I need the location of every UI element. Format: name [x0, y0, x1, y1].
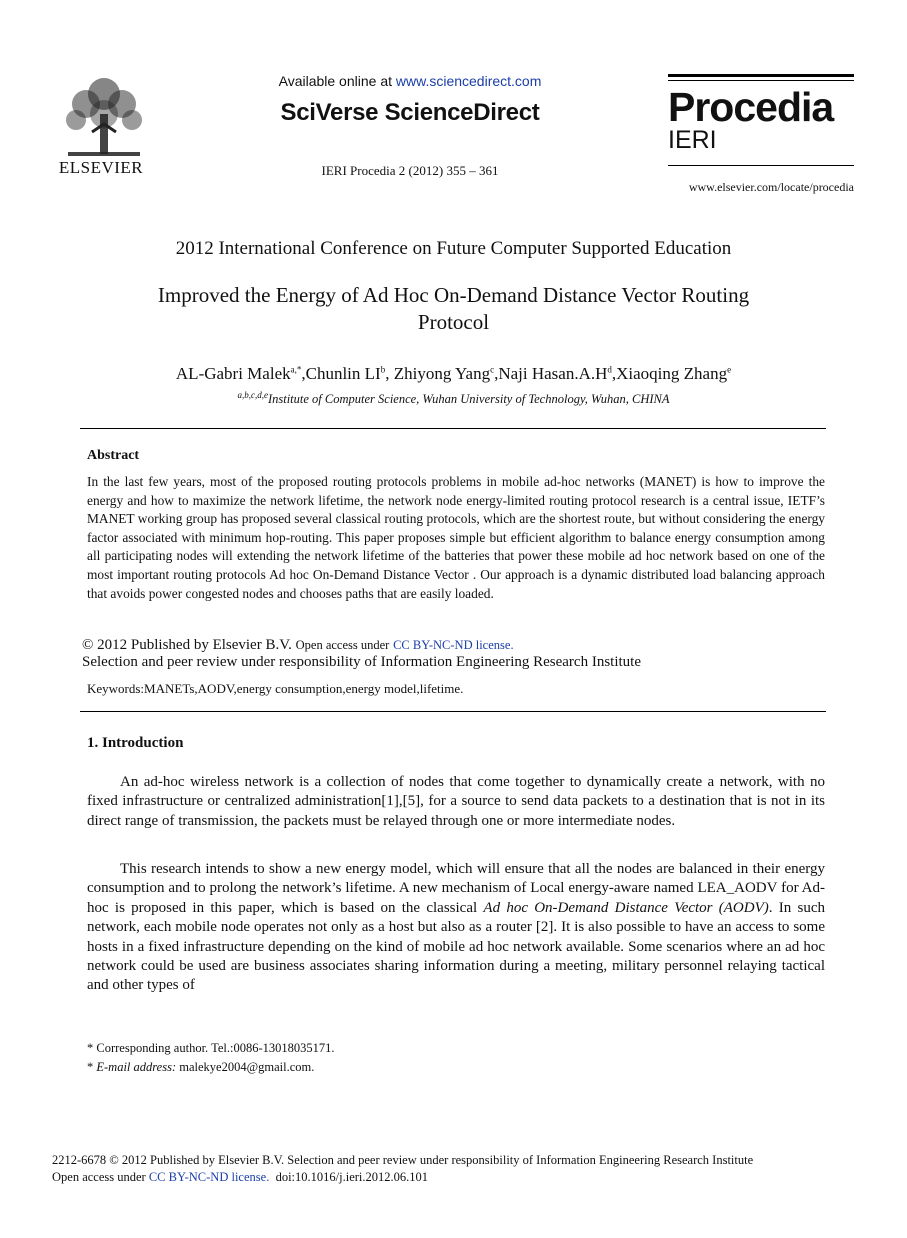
sciencedirect-link[interactable]: www.sciencedirect.com	[395, 73, 542, 89]
title-line-1: Improved the Energy of Ad Hoc On-Demand Distance Vector Routing	[157, 283, 750, 307]
logo-rule	[668, 165, 854, 166]
divider	[80, 711, 826, 712]
elsevier-wordmark: ELSEVIER	[58, 158, 144, 177]
available-online	[240, 73, 580, 89]
available-prefix: Available online at	[278, 73, 396, 89]
affiliation	[0, 390, 907, 407]
doi-line	[52, 1170, 428, 1185]
paragraph-text: . In such network, each mobile node operates not only as a host but also as a router [2]. It is also possible to have an access to some hosts in a fixed infrastructure depending on the kind of mobile ad hoc network available. Some scenarios where an ad hoc network could be used are business associates sharing information during a meeting, military personnel relaying tactical and other types of	[87, 899, 825, 994]
author-name: Xiaoqing Zhang	[616, 364, 728, 383]
title-line-2: Protocol	[417, 310, 490, 334]
abstract-heading: Abstract	[87, 448, 140, 463]
journal-reference: IERI Procedia 2 (2012) 355 – 361	[321, 163, 499, 178]
author-sup: a,*	[290, 364, 302, 375]
doi[interactable]: doi:10.1016/j.ieri.2012.06.101	[275, 1170, 429, 1184]
logo-rule	[668, 74, 854, 77]
author-list: AL-Gabri Malek$^{a,*}$,Chunlin $LI^b$, Zhiyong Yang$^c$,Naji $Hasan.A.H^d,Xiaoqing$ Zhang$^e$	[175, 364, 732, 383]
logo-rule	[668, 80, 854, 81]
paragraph-text: This research intends to show a new energy model, which will ensure that all the nodes are balanced in their energy consumption and to prolong the network’s lifetime. A new mechanism of Local energy-aware named LEA_AODV for Ad-hoc is proposed in this paper, which is based on the classical	[87, 861, 825, 916]
email-value: malekye2004@gmail.com.	[179, 1060, 315, 1074]
section-heading: 1. Introduction	[87, 735, 184, 751]
author-sup: c	[490, 364, 495, 375]
procedia-wordmark: Procedia	[668, 84, 834, 130]
open-access-text: Open access under	[295, 638, 390, 652]
paragraph-italic: Ad hoc On-Demand Distance Vector (AODV)	[483, 899, 769, 916]
affiliation-sup: a,b,c,d,e	[237, 390, 268, 400]
author-name: Zhiyong Yang	[393, 364, 491, 383]
peer-review-line: Selection and peer review under responsibility of Information Engineering Research Institute	[82, 654, 641, 670]
paragraph: An ad-hoc wireless network is a collection of nodes that come together to dynamically create a network, with no fixed infrastructure or centralized administration[1],[5], for a source to send data packets to a destination that is not in its direct range of transmission, the packets must be relayed through one or more intermediate nodes.	[87, 774, 825, 829]
footnote-corresponding: * Corresponding author. Tel.:0086-13018035171.	[87, 1041, 335, 1055]
abstract-text: In the last few years, most of the proposed routing protocols problems in mobile ad-hoc networks (MANET) is how to improve the energy and how to maximize the network lifetime, the network node energy-limited routing protocol research is a central issue, IETF’s MANET working group has proposed several classical routing protocols, which are the shortest route, but without considering the energy factor associated with minimum hop-routing. This paper proposes simple but efficient algorithm to balance energy consumption among all participating nodes will extending the network lifetime of the batteries that power these mobile ad hoc network based on one of the most important routing protocols Ad hoc On-Demand Distance Vector . Our approach is a dynamic distributed load balancing approach that avoids power congested nodes and chooses paths that are easily loaded.	[87, 474, 825, 601]
bottom-open-access: Open access under	[52, 1170, 146, 1184]
author-name: Chunlin LI	[305, 364, 381, 383]
author-sup: d	[607, 364, 612, 375]
copyright-line	[82, 637, 822, 654]
ieri-wordmark: IERI	[668, 126, 717, 154]
paragraph	[87, 860, 825, 996]
license-link[interactable]: CC BY-NC-ND license.	[393, 638, 514, 652]
sciverse-logo: SciVerse ScienceDirect	[280, 99, 540, 126]
bottom-license-link[interactable]: CC BY-NC-ND license.	[148, 1170, 270, 1184]
affiliation-text: Institute of Computer Science, Wuhan University of Technology, Wuhan, CHINA	[267, 392, 670, 407]
footnote-email: * E-mail address: malekye2004@gmail.com.	[87, 1060, 315, 1074]
procedia-url[interactable]: www.elsevier.com/locate/procedia	[688, 180, 854, 194]
author-name: Naji Hasan.A.H	[498, 364, 608, 383]
email-label: E-mail address:	[96, 1060, 177, 1074]
keywords: Keywords:MANETs,AODV,energy consumption,energy model,lifetime.	[87, 681, 464, 696]
paper-title	[100, 282, 807, 336]
procedia-logo	[668, 74, 854, 169]
conference-name: 2012 International Conference on Future Computer Supported Education	[175, 238, 732, 259]
author-name: AL-Gabri Malek	[175, 364, 291, 383]
author-sup: e	[727, 364, 732, 375]
elsevier-tree-logo	[62, 74, 146, 160]
author-sup: b	[380, 364, 386, 375]
copyright-text: © 2012 Published by Elsevier B.V.	[82, 637, 292, 653]
divider	[80, 428, 826, 429]
issn-line: 2212-6678 © 2012 Published by Elsevier B.V. Selection and peer review under responsibility of Information Engineering Research Institute	[52, 1153, 754, 1167]
